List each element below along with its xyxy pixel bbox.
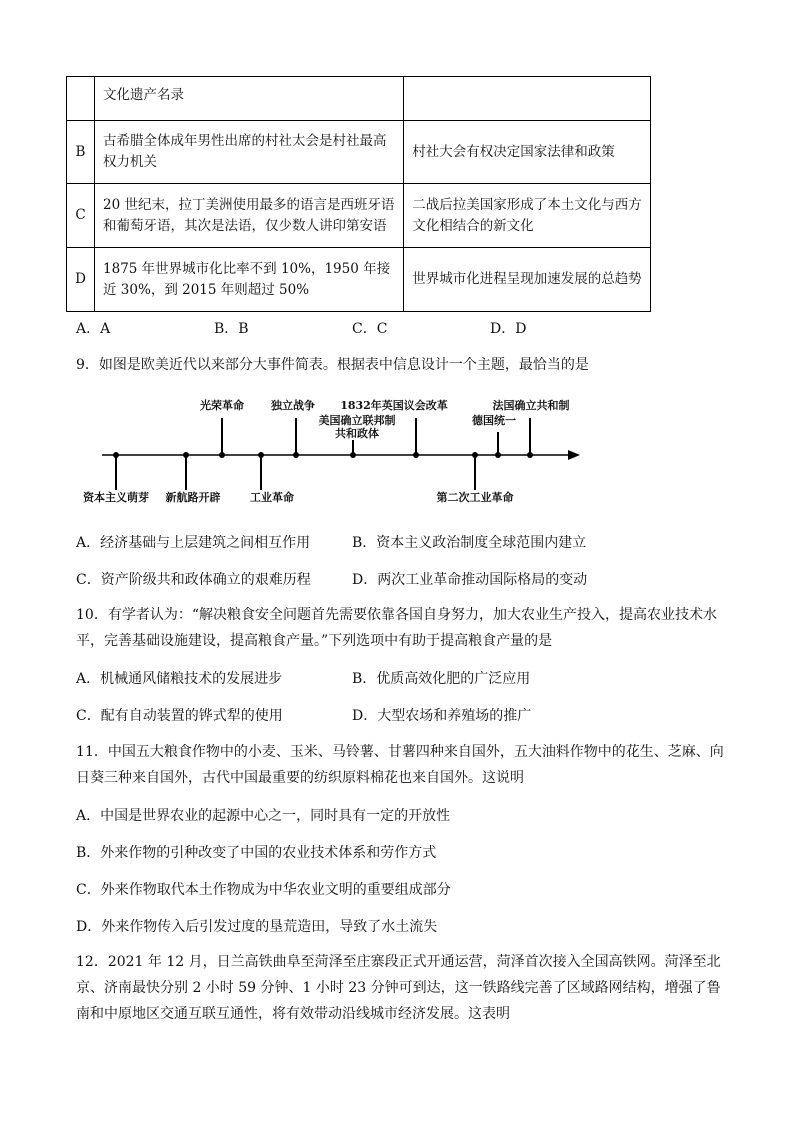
q11-option-c[interactable]: C．外来作物取代本土作物成为中华农业文明的重要组成部分 <box>76 882 451 898</box>
timeline-diagram <box>0 0 793 520</box>
q11-option-d[interactable]: D．外来作物传入后引发过度的垦荒造田，导致了水土流失 <box>76 919 438 935</box>
q10-option-c[interactable]: C．配有自动装置的铧式犁的使用 <box>76 708 283 724</box>
tick-dot <box>183 452 189 458</box>
timeline-label: 1832年英国议会改革 <box>340 399 448 412</box>
q10-option-d[interactable]: D．大型农场和养殖场的推广 <box>352 708 532 724</box>
timeline-label: 独立战争 <box>271 399 315 412</box>
q8-option-b[interactable]: B．B <box>214 321 249 337</box>
tick-dot <box>527 452 533 458</box>
q11-stem: 11．中国五大粮食作物中的小麦、玉米、马铃薯、甘薯四种来自国外，五大油料作物中的花生、芝麻、向日葵三种来自国外，古代中国最重要的纺织原料棉花也来自国外。这说明 <box>76 744 724 786</box>
q11-option-a[interactable]: A．中国是世界农业的起源中心之一，同时具有一定的开放性 <box>76 808 451 824</box>
q9-option-c[interactable]: C．资产阶级共和政体确立的艰难历程 <box>76 572 311 588</box>
tick-dot <box>350 452 356 458</box>
tick-dot <box>413 452 419 458</box>
q9-option-b[interactable]: B．资本主义政治制度全球范围内建立 <box>352 535 587 551</box>
q8-option-d[interactable]: D．D <box>490 321 527 337</box>
timeline-label: 资本主义萌芽 <box>83 491 149 504</box>
timeline-label: 新航路开辟 <box>165 491 221 504</box>
table-cell: 20 世纪末，拉丁美洲使用最多的语言是西班牙语和葡萄牙语，其次是法语，仅少数人讲印第安语 <box>95 184 404 248</box>
tick-dot <box>495 452 501 458</box>
tick-dot <box>472 452 478 458</box>
table-cell: 世界城市化进程呈现加速发展的总趋势 <box>404 248 651 312</box>
table-cell: 文化遗产名录 <box>95 77 404 121</box>
tick-dot <box>293 452 299 458</box>
tick-dot <box>219 452 225 458</box>
q9-option-d[interactable]: D．两次工业革命推动国际格局的变动 <box>352 572 588 588</box>
q10-stem: 10．有学者认为：“解决粮食安全问题首先需要依靠各国自身努力，加大农业生产投入，提高农业技术水平，完善基础设施建设，提高粮食产量。”下列选项中有助于提高粮食产量的是 <box>76 607 717 649</box>
q9-stem: 9．如图是欧美近代以来部分大事件简表。根据表中信息设计一个主题，最恰当的是 <box>76 357 589 373</box>
timeline-label: 共和政体 <box>335 427 379 440</box>
row-label: B <box>67 121 95 184</box>
timeline-label: 德国统一 <box>472 414 516 427</box>
q11-option-b[interactable]: B．外来作物的引种改变了中国的农业技术体系和劳作方式 <box>76 845 437 861</box>
tick-dot <box>113 452 119 458</box>
table-cell: 古希腊全体成年男性出席的村社太会是村社最高权力机关 <box>95 121 404 184</box>
timeline-label: 工业革命 <box>250 491 294 504</box>
timeline-arrow-head <box>568 450 580 460</box>
timeline-label: 光荣革命 <box>200 399 244 412</box>
q9-option-a[interactable]: A．经济基础与上层建筑之间相互作用 <box>76 535 311 551</box>
table-cell: 1875 年世界城市化比率不到 10%，1950 年接近 30%，到 2015 年则超过 50% <box>95 248 404 312</box>
timeline-label: 第二次工业革命 <box>436 491 514 504</box>
q12-stem: 12．2021 年 12 月，日兰高铁曲阜至菏泽至庄寨段正式开通运营，菏泽首次接入全国高铁网。菏泽至北京、济南最快分别 2 小时 59 分钟、1 小时 23 分钟可到达，这一铁路线完善了区域路网结构，增强了鲁南和中原地区交通互联互通性，将有效带动沿线城市经济发展。这表明 <box>76 954 721 1022</box>
row-label: C <box>67 184 95 248</box>
tick-dot <box>258 452 264 458</box>
table-cell: 村社大会有权决定国家法律和政策 <box>404 121 651 184</box>
q10-option-b[interactable]: B．优质高效化肥的广泛应用 <box>352 671 531 687</box>
q8-option-a[interactable]: A．A <box>76 321 111 337</box>
timeline-label: 法国确立共和制 <box>492 399 570 412</box>
q8-option-c[interactable]: C．C <box>352 321 388 337</box>
q10-option-a[interactable]: A．机械通风储粮技术的发展进步 <box>76 671 283 687</box>
row-label: D <box>67 248 95 312</box>
timeline-label: 美国确立联邦制 <box>318 414 396 427</box>
table-cell: 二战后拉美国家形成了本土文化与西方文化相结合的新文化 <box>404 184 651 248</box>
